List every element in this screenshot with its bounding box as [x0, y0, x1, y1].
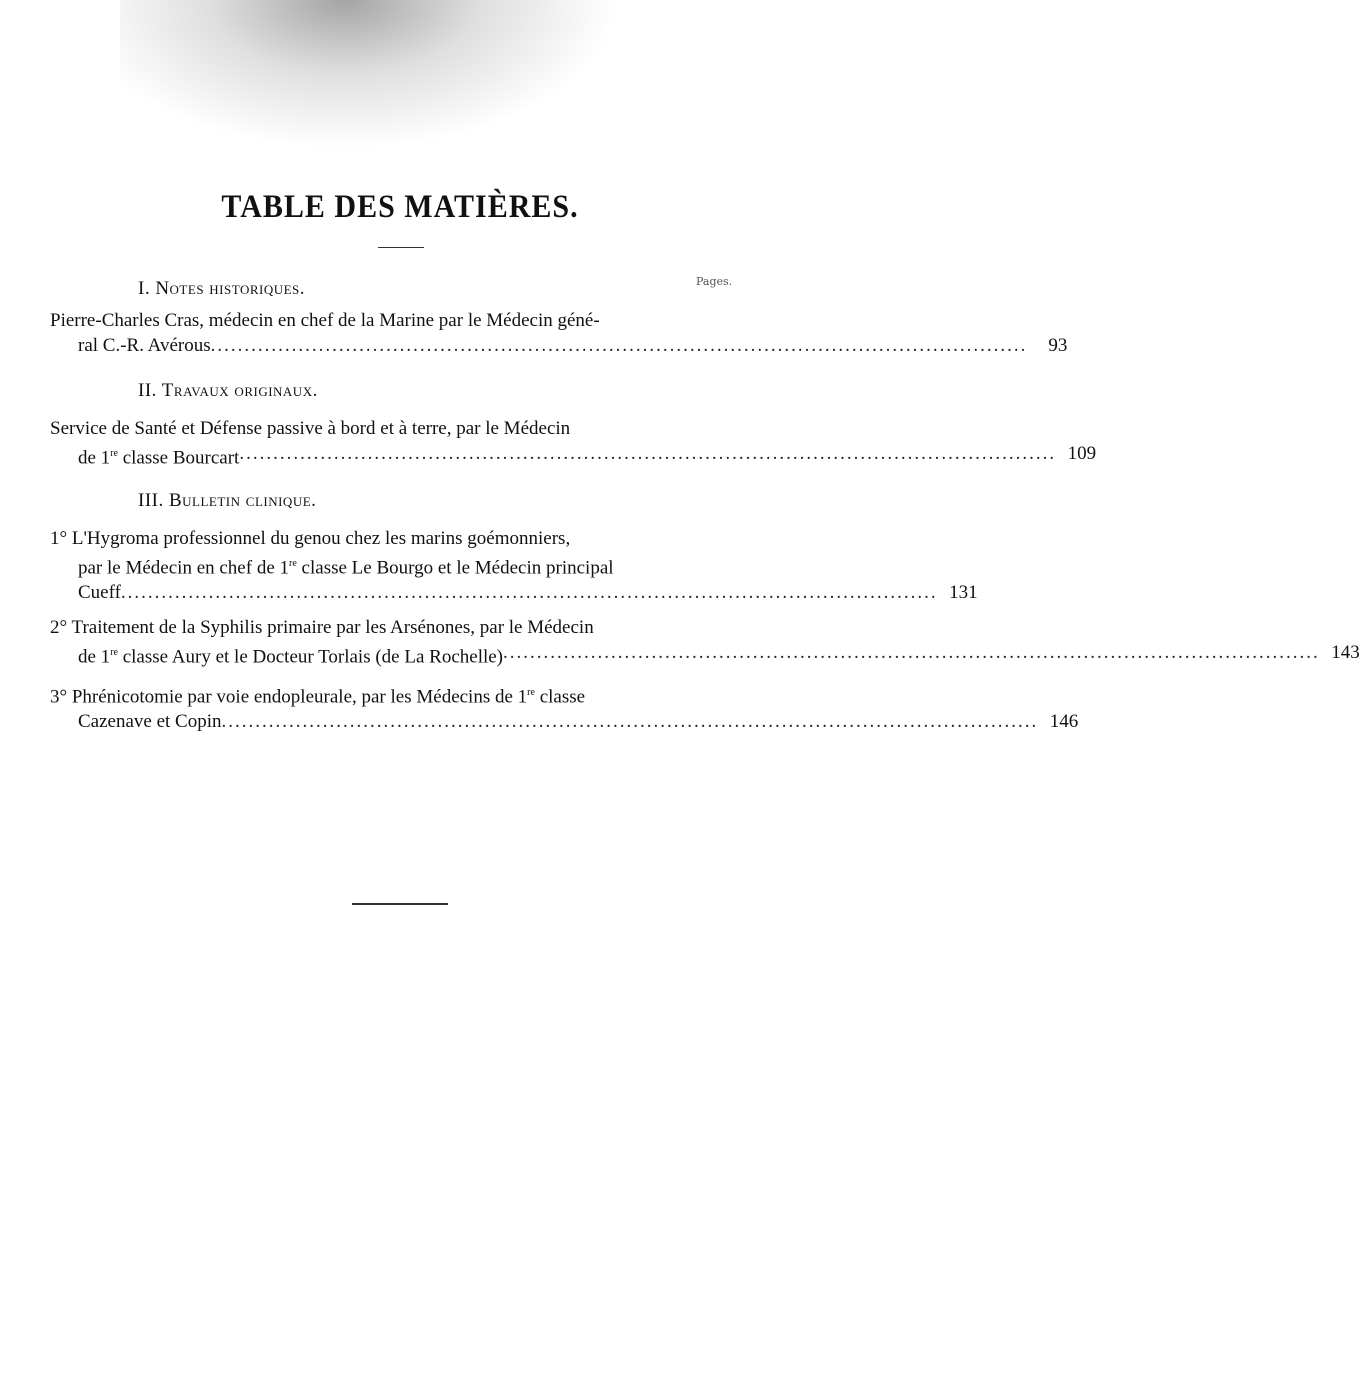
page-number: 109 — [1067, 443, 1097, 464]
toc-entry-cras — [50, 308, 1068, 358]
entry-text: de 1re classe Bourcart — [78, 447, 240, 469]
page-number: 131 — [949, 582, 978, 604]
leader-dots: ......................................................................................................................... — [120, 582, 938, 604]
toc-entry-syphilis — [50, 615, 1360, 669]
leader-dots: ......................................................................................................................... — [239, 443, 1057, 464]
entry-text: de 1re classe Aury et le Docteur Torlais (de La Rochelle) — [78, 646, 504, 668]
section-heading-1: I. Notes historiques. — [138, 278, 306, 299]
entry-line: 1° L'Hygroma professionnel du genou chez les marins goémonniers, — [50, 528, 571, 549]
entry-line — [50, 709, 1079, 734]
page-number: 143 — [1331, 642, 1360, 663]
toc-entry-service-sante — [50, 416, 1097, 470]
entry-line — [50, 441, 1097, 470]
entry-text: ral C.-R. Avérous — [78, 335, 211, 356]
entry-line — [50, 580, 978, 605]
pages-column-label: Pages. — [696, 275, 733, 288]
title-divider — [378, 247, 424, 248]
entry-line: 2° Traitement de la Syphilis primaire par les Arsénones, par le Médecin — [50, 617, 594, 638]
entry-line: Pierre-Charles Cras, médecin en chef de la Marine par le Médecin géné- — [50, 310, 600, 331]
entry-line — [50, 640, 1360, 669]
leader-dots: ......................................................................................................................... — [221, 711, 1039, 733]
entry-line: Service de Santé et Défense passive à bord et à terre, par le Médecin — [50, 418, 571, 439]
leader-dots: ......................................................................................................................... — [210, 335, 1028, 356]
entry-line: par le Médecin en chef de 1re classe Le Bourgo et le Médecin principal — [78, 557, 614, 579]
page-title: TABLE DES MATIÈRES. — [221, 188, 579, 225]
page-smudge — [120, 0, 620, 150]
page-number: 146 — [1049, 711, 1079, 733]
section-heading-3: III. Bulletin clinique. — [138, 490, 317, 511]
toc-entry-hygroma — [50, 526, 978, 605]
entry-text: Cazenave et Copin — [78, 711, 222, 733]
leader-dots: ......................................................................................................................... — [503, 642, 1320, 663]
page-number: 93 — [1048, 335, 1068, 356]
end-divider — [352, 903, 448, 905]
toc-entry-phrenicotomie — [50, 680, 1079, 734]
entry-line — [50, 333, 1068, 358]
entry-text: Cueff — [78, 582, 121, 604]
entry-line: 3° Phrénicotomie par voie endopleurale, par les Médecins de 1re classe — [50, 686, 586, 708]
section-heading-2: II. Travaux originaux. — [138, 380, 318, 401]
